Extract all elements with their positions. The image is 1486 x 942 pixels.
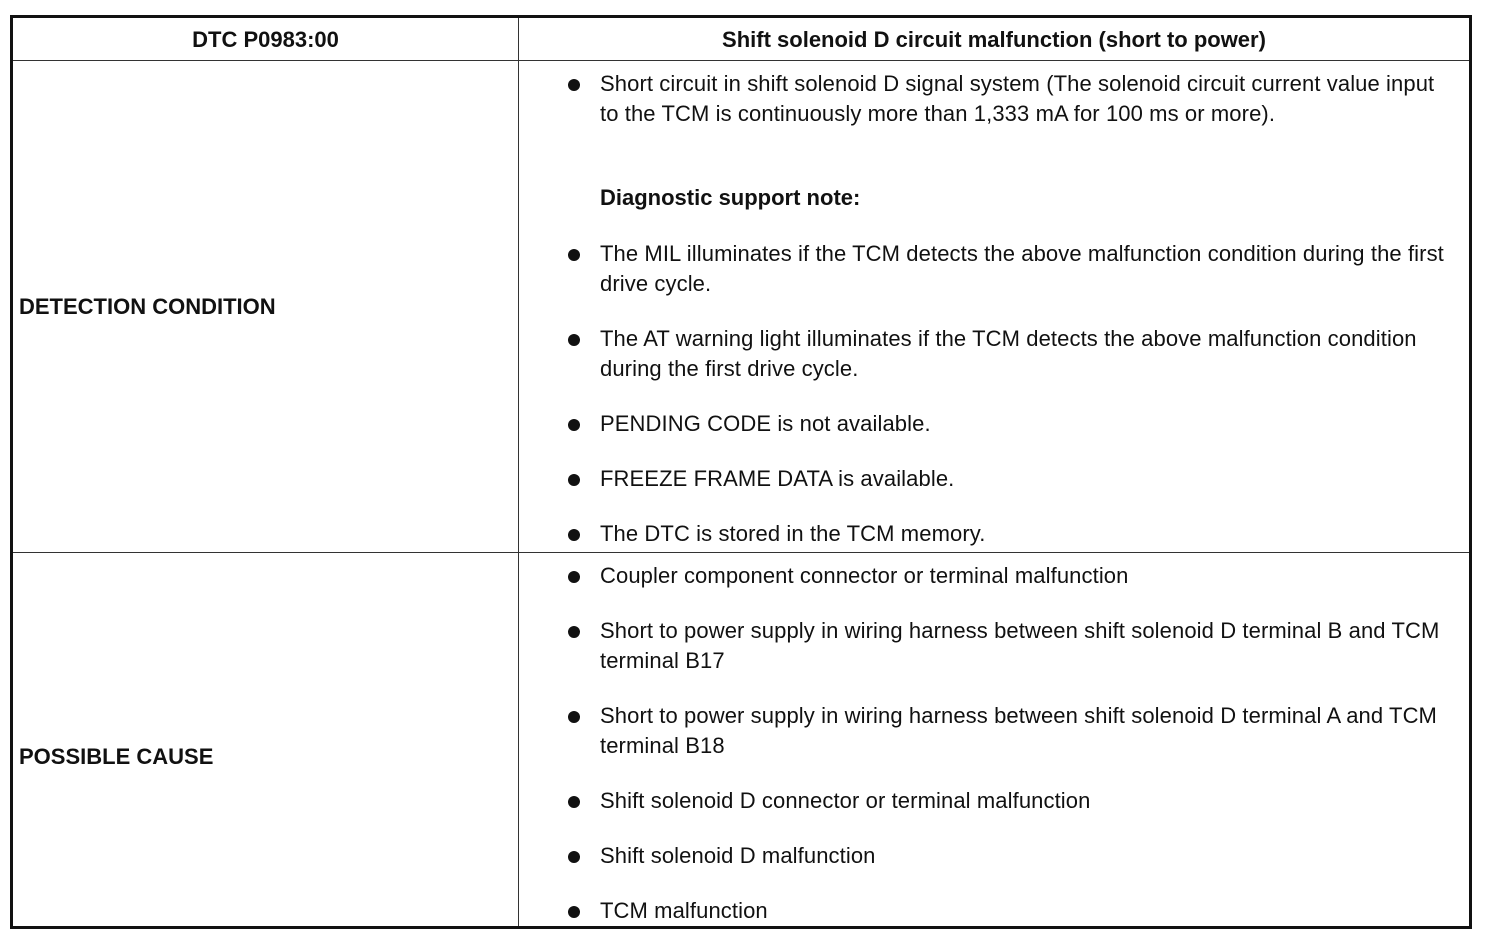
list-item-text: Short to power supply in wiring harness between shift solenoid D terminal A and TCM terminal B18 <box>600 703 1437 758</box>
list-item-text: PENDING CODE is not available. <box>600 411 931 436</box>
list-item-text: The MIL illuminates if the TCM detects the above malfunction condition during the first drive cycle. <box>600 241 1444 296</box>
list-item-text: TCM malfunction <box>600 898 768 923</box>
dtc-table <box>10 15 1472 929</box>
bullet-icon <box>568 334 580 346</box>
dtc-title-header: Shift solenoid D circuit malfunction (short to power) <box>722 27 1266 52</box>
detection-condition-label: DETECTION CONDITION <box>19 294 276 319</box>
bullet-icon <box>568 249 580 261</box>
bullet-icon <box>568 571 580 583</box>
list-item-text: FREEZE FRAME DATA is available. <box>600 466 955 491</box>
dtc-code-header: DTC P0983:00 <box>192 27 339 52</box>
list-item-text: Shift solenoid D connector or terminal malfunction <box>600 788 1091 813</box>
list-item-text: Short to power supply in wiring harness between shift solenoid D terminal B and TCM terminal B17 <box>600 618 1440 673</box>
bullet-icon <box>568 906 580 918</box>
bullet-icon <box>568 711 580 723</box>
bullet-icon <box>568 529 580 541</box>
bullet-icon <box>568 79 580 91</box>
detection-condition-row <box>13 61 1469 553</box>
diagnostic-support-note-heading: Diagnostic support note: <box>600 185 861 210</box>
list-item-text: Short circuit in shift solenoid D signal system (The solenoid circuit current value input to the TCM is continuously more than 1,333 mA for 100 ms or more). <box>600 71 1435 126</box>
bullet-icon <box>568 474 580 486</box>
possible-cause-label: POSSIBLE CAUSE <box>19 744 214 769</box>
bullet-icon <box>568 796 580 808</box>
list-item-text: The AT warning light illuminates if the TCM detects the above malfunction condition during the first drive cycle. <box>600 326 1417 381</box>
bullet-icon <box>568 851 580 863</box>
bullet-icon <box>568 419 580 431</box>
bullet-icon <box>568 626 580 638</box>
list-item-text: The DTC is stored in the TCM memory. <box>600 521 986 546</box>
list-item-text: Coupler component connector or terminal malfunction <box>600 563 1129 588</box>
list-item-text: Shift solenoid D malfunction <box>600 843 876 868</box>
possible-cause-row <box>13 553 1469 929</box>
table-header-row <box>13 18 1469 61</box>
